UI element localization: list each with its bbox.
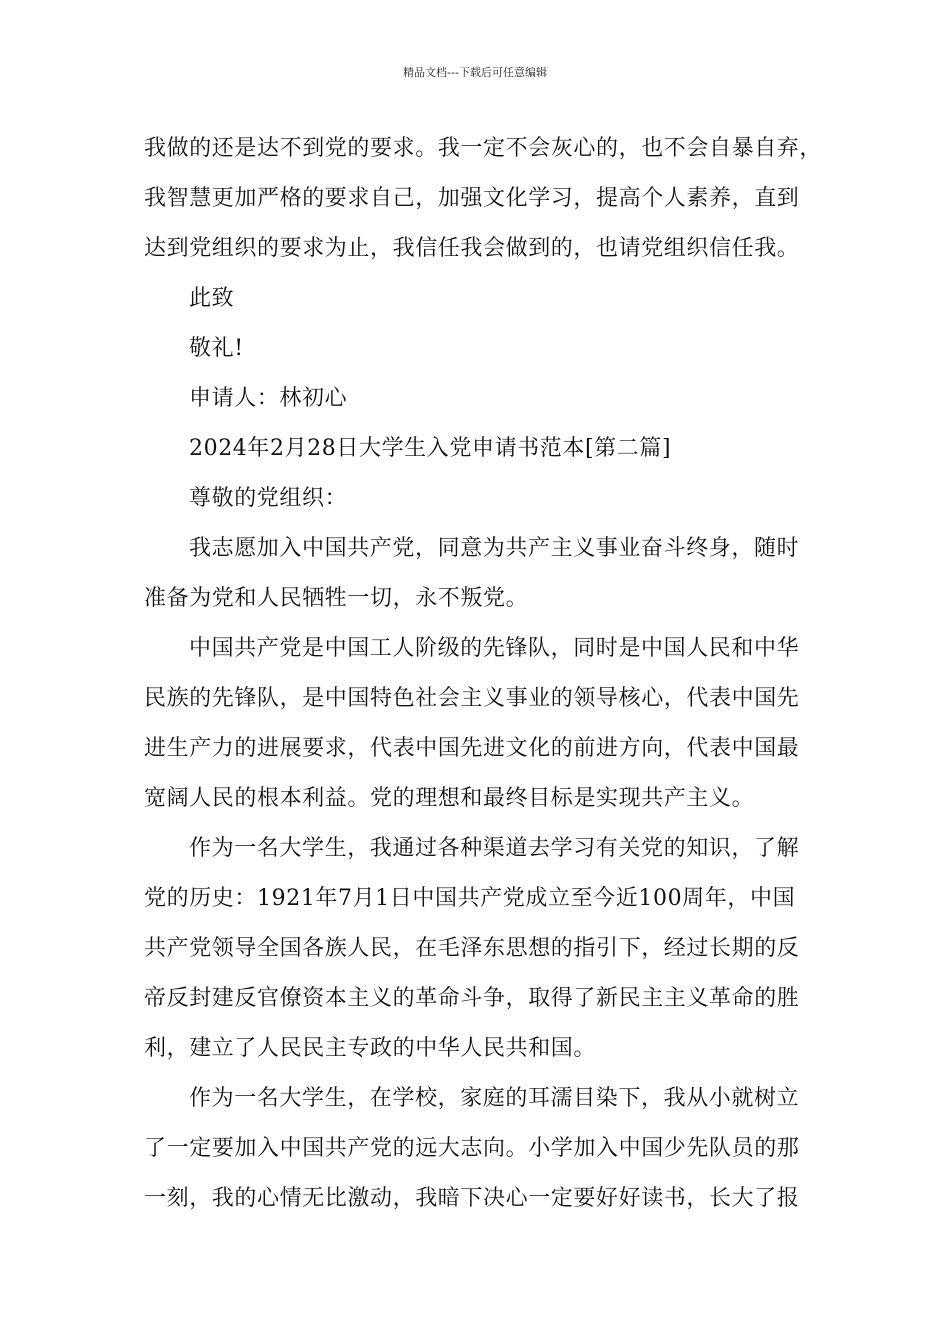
paragraph-line: 党的历史：1921年7月1日中国共产党成立至今近100周年，中国 [144, 886, 796, 911]
applicant-signature: 申请人：林初心 [189, 386, 348, 411]
closing-salutation: 此致 [189, 286, 235, 311]
paragraph-line: 宽阔人民的根本利益。党的理想和最终目标是实现共产主义。 [144, 786, 755, 811]
text-line: 我做的还是达不到党的要求。我一定不会灰心的，也不会自暴自弃， [144, 136, 823, 161]
paragraph-line: 民族的先锋队，是中国特色社会主义事业的领导核心，代表中国先 [144, 686, 800, 711]
paragraph-line: 准备为党和人民牺牲一切，永不叛党。 [144, 586, 529, 611]
paragraph-line: 了一定要加入中国共产党的远大志向。小学加入中国少先队员的那 [144, 1136, 800, 1161]
paragraph-line: 利，建立了人民民主专政的中华人民共和国。 [144, 1036, 597, 1061]
paragraph-line: 作为一名大学生，在学校，家庭的耳濡目染下，我从小就树立 [189, 1086, 800, 1111]
section-title: 2024年2月28日大学生入党申请书范本[第二篇] [189, 436, 672, 461]
paragraph-line: 一刻，我的心情无比激动，我暗下决心一定要好好读书，长大了报 [144, 1186, 800, 1211]
paragraph-line: 进生产力的进展要求，代表中国先进文化的前进方向，代表中国最 [144, 736, 800, 761]
closing-regards: 敬礼! [189, 336, 244, 361]
document-body [144, 124, 824, 1224]
page-header: 精品文档---下载后可任意编辑 [403, 66, 547, 79]
paragraph-line: 共产党领导全国各族人民，在毛泽东思想的指引下，经过长期的反 [144, 936, 800, 961]
paragraph-line: 作为一名大学生，我通过各种渠道去学习有关党的知识，了解 [189, 836, 800, 861]
greeting: 尊敬的党组织： [189, 486, 348, 511]
text-line: 达到党组织的要求为止，我信任我会做到的，也请党组织信任我。 [144, 236, 800, 261]
paragraph-line: 我志愿加入中国共产党，同意为共产主义事业奋斗终身，随时 [189, 536, 800, 561]
text-line: 我智慧更加严格的要求自己，加强文化学习，提高个人素养，直到 [144, 186, 800, 211]
paragraph-line: 中国共产党是中国工人阶级的先锋队，同时是中国人民和中华 [189, 636, 800, 661]
paragraph-line: 帝反封建反官僚资本主义的革命斗争，取得了新民主主义革命的胜 [144, 986, 800, 1011]
